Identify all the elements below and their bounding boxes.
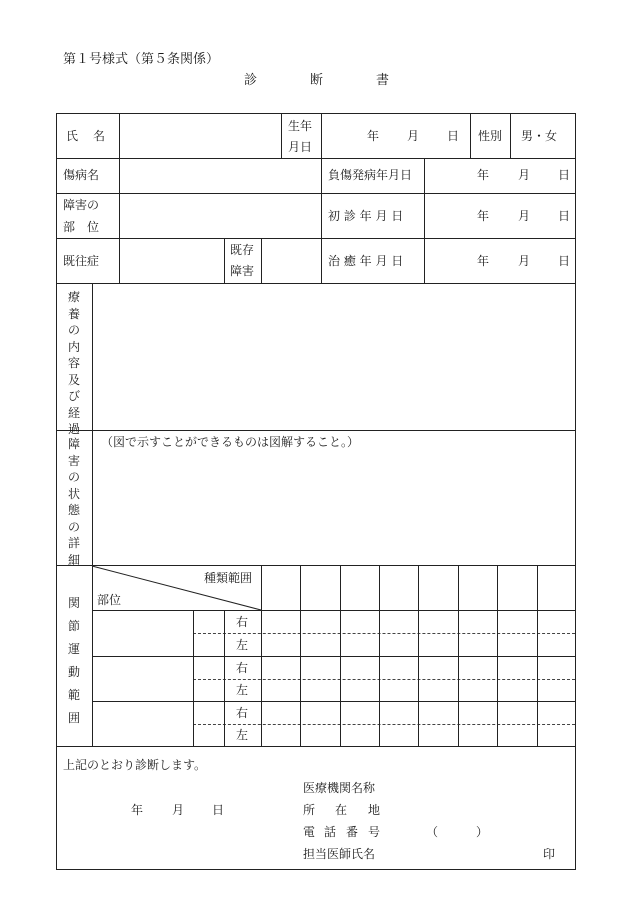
phone-paren-close: ） xyxy=(476,825,489,839)
rom-header-part: 部位 xyxy=(97,593,122,607)
name-field[interactable] xyxy=(120,114,281,158)
condition-field[interactable] xyxy=(93,452,575,564)
rom-row1-right: 右 xyxy=(236,615,249,629)
address-label-2: 在 xyxy=(335,803,348,817)
condition-note: （図で示すことができるものは図解すること。） xyxy=(101,435,360,449)
title-char-1: 診 xyxy=(244,73,258,88)
treatment-label: 療 養 の 内 容 及 び 経 過 xyxy=(67,290,80,436)
birth-day: 日 xyxy=(447,129,460,143)
rom-row3-right: 右 xyxy=(236,706,249,720)
onset-label: 負傷発病年月日 xyxy=(328,168,413,182)
rom-row3-left: 左 xyxy=(236,728,249,742)
birth-label-2: 月日 xyxy=(288,140,313,154)
cure-month: 月 xyxy=(518,254,531,268)
condition-label: 障 害 の 状 態 の 詳 細 xyxy=(67,437,80,567)
footer-month: 月 xyxy=(172,803,185,817)
name-label-2: 名 xyxy=(93,129,106,143)
existing-label-1: 既存 xyxy=(230,243,255,257)
rom-row2-right: 右 xyxy=(236,661,249,675)
phone-label-3: 番 xyxy=(346,825,359,839)
birth-label-1: 生年 xyxy=(288,119,313,133)
footer-day: 日 xyxy=(212,803,225,817)
form-number: 第１号様式（第５条関係） xyxy=(63,52,220,67)
disease-field[interactable] xyxy=(120,159,321,193)
first-visit-label: 初 診 年 月 日 xyxy=(328,209,404,223)
rom-label: 関 節 運 動 範 囲 xyxy=(67,596,80,725)
disability-label-1: 障害の xyxy=(63,198,100,212)
cure-day: 日 xyxy=(558,254,571,268)
disability-site-field[interactable] xyxy=(120,194,321,238)
name-label-1: 氏 xyxy=(66,129,79,143)
onset-day: 日 xyxy=(558,168,571,182)
treatment-field[interactable] xyxy=(93,284,575,430)
gender-label: 性別 xyxy=(478,129,503,143)
disability-label-2: 部 位 xyxy=(63,220,100,234)
rom-header-type: 種類範囲 xyxy=(204,571,253,585)
onset-month: 月 xyxy=(518,168,531,182)
phone-label-2: 話 xyxy=(324,825,337,839)
cure-year: 年 xyxy=(477,254,490,268)
footer-year: 年 xyxy=(131,803,144,817)
address-label-3: 地 xyxy=(368,803,381,817)
first-visit-year: 年 xyxy=(477,209,490,223)
phone-label-4: 号 xyxy=(368,825,381,839)
birth-month: 月 xyxy=(407,129,420,143)
first-visit-day: 日 xyxy=(558,209,571,223)
institution-label: 医療機関名称 xyxy=(303,781,376,795)
title-char-2: 断 xyxy=(310,73,324,88)
seal-mark: 印 xyxy=(543,847,556,861)
statement: 上記のとおり診断します。 xyxy=(63,758,207,772)
cure-label: 治 癒 年 月 日 xyxy=(328,254,404,268)
birth-year: 年 xyxy=(367,129,380,143)
rom-row1-left: 左 xyxy=(236,638,249,652)
rom-row2-left: 左 xyxy=(236,683,249,697)
onset-year: 年 xyxy=(477,168,490,182)
existing-label-2: 障害 xyxy=(230,264,255,278)
address-label-1: 所 xyxy=(303,803,316,817)
phone-label-1: 電 xyxy=(303,825,316,839)
title-char-3: 書 xyxy=(376,73,390,88)
history-label: 既往症 xyxy=(63,254,100,268)
disease-label: 傷病名 xyxy=(63,168,100,182)
gender-options: 男・女 xyxy=(521,129,558,143)
phone-paren-open: （ xyxy=(426,825,439,839)
first-visit-month: 月 xyxy=(518,209,531,223)
doctor-label: 担当医師氏名 xyxy=(303,847,376,861)
